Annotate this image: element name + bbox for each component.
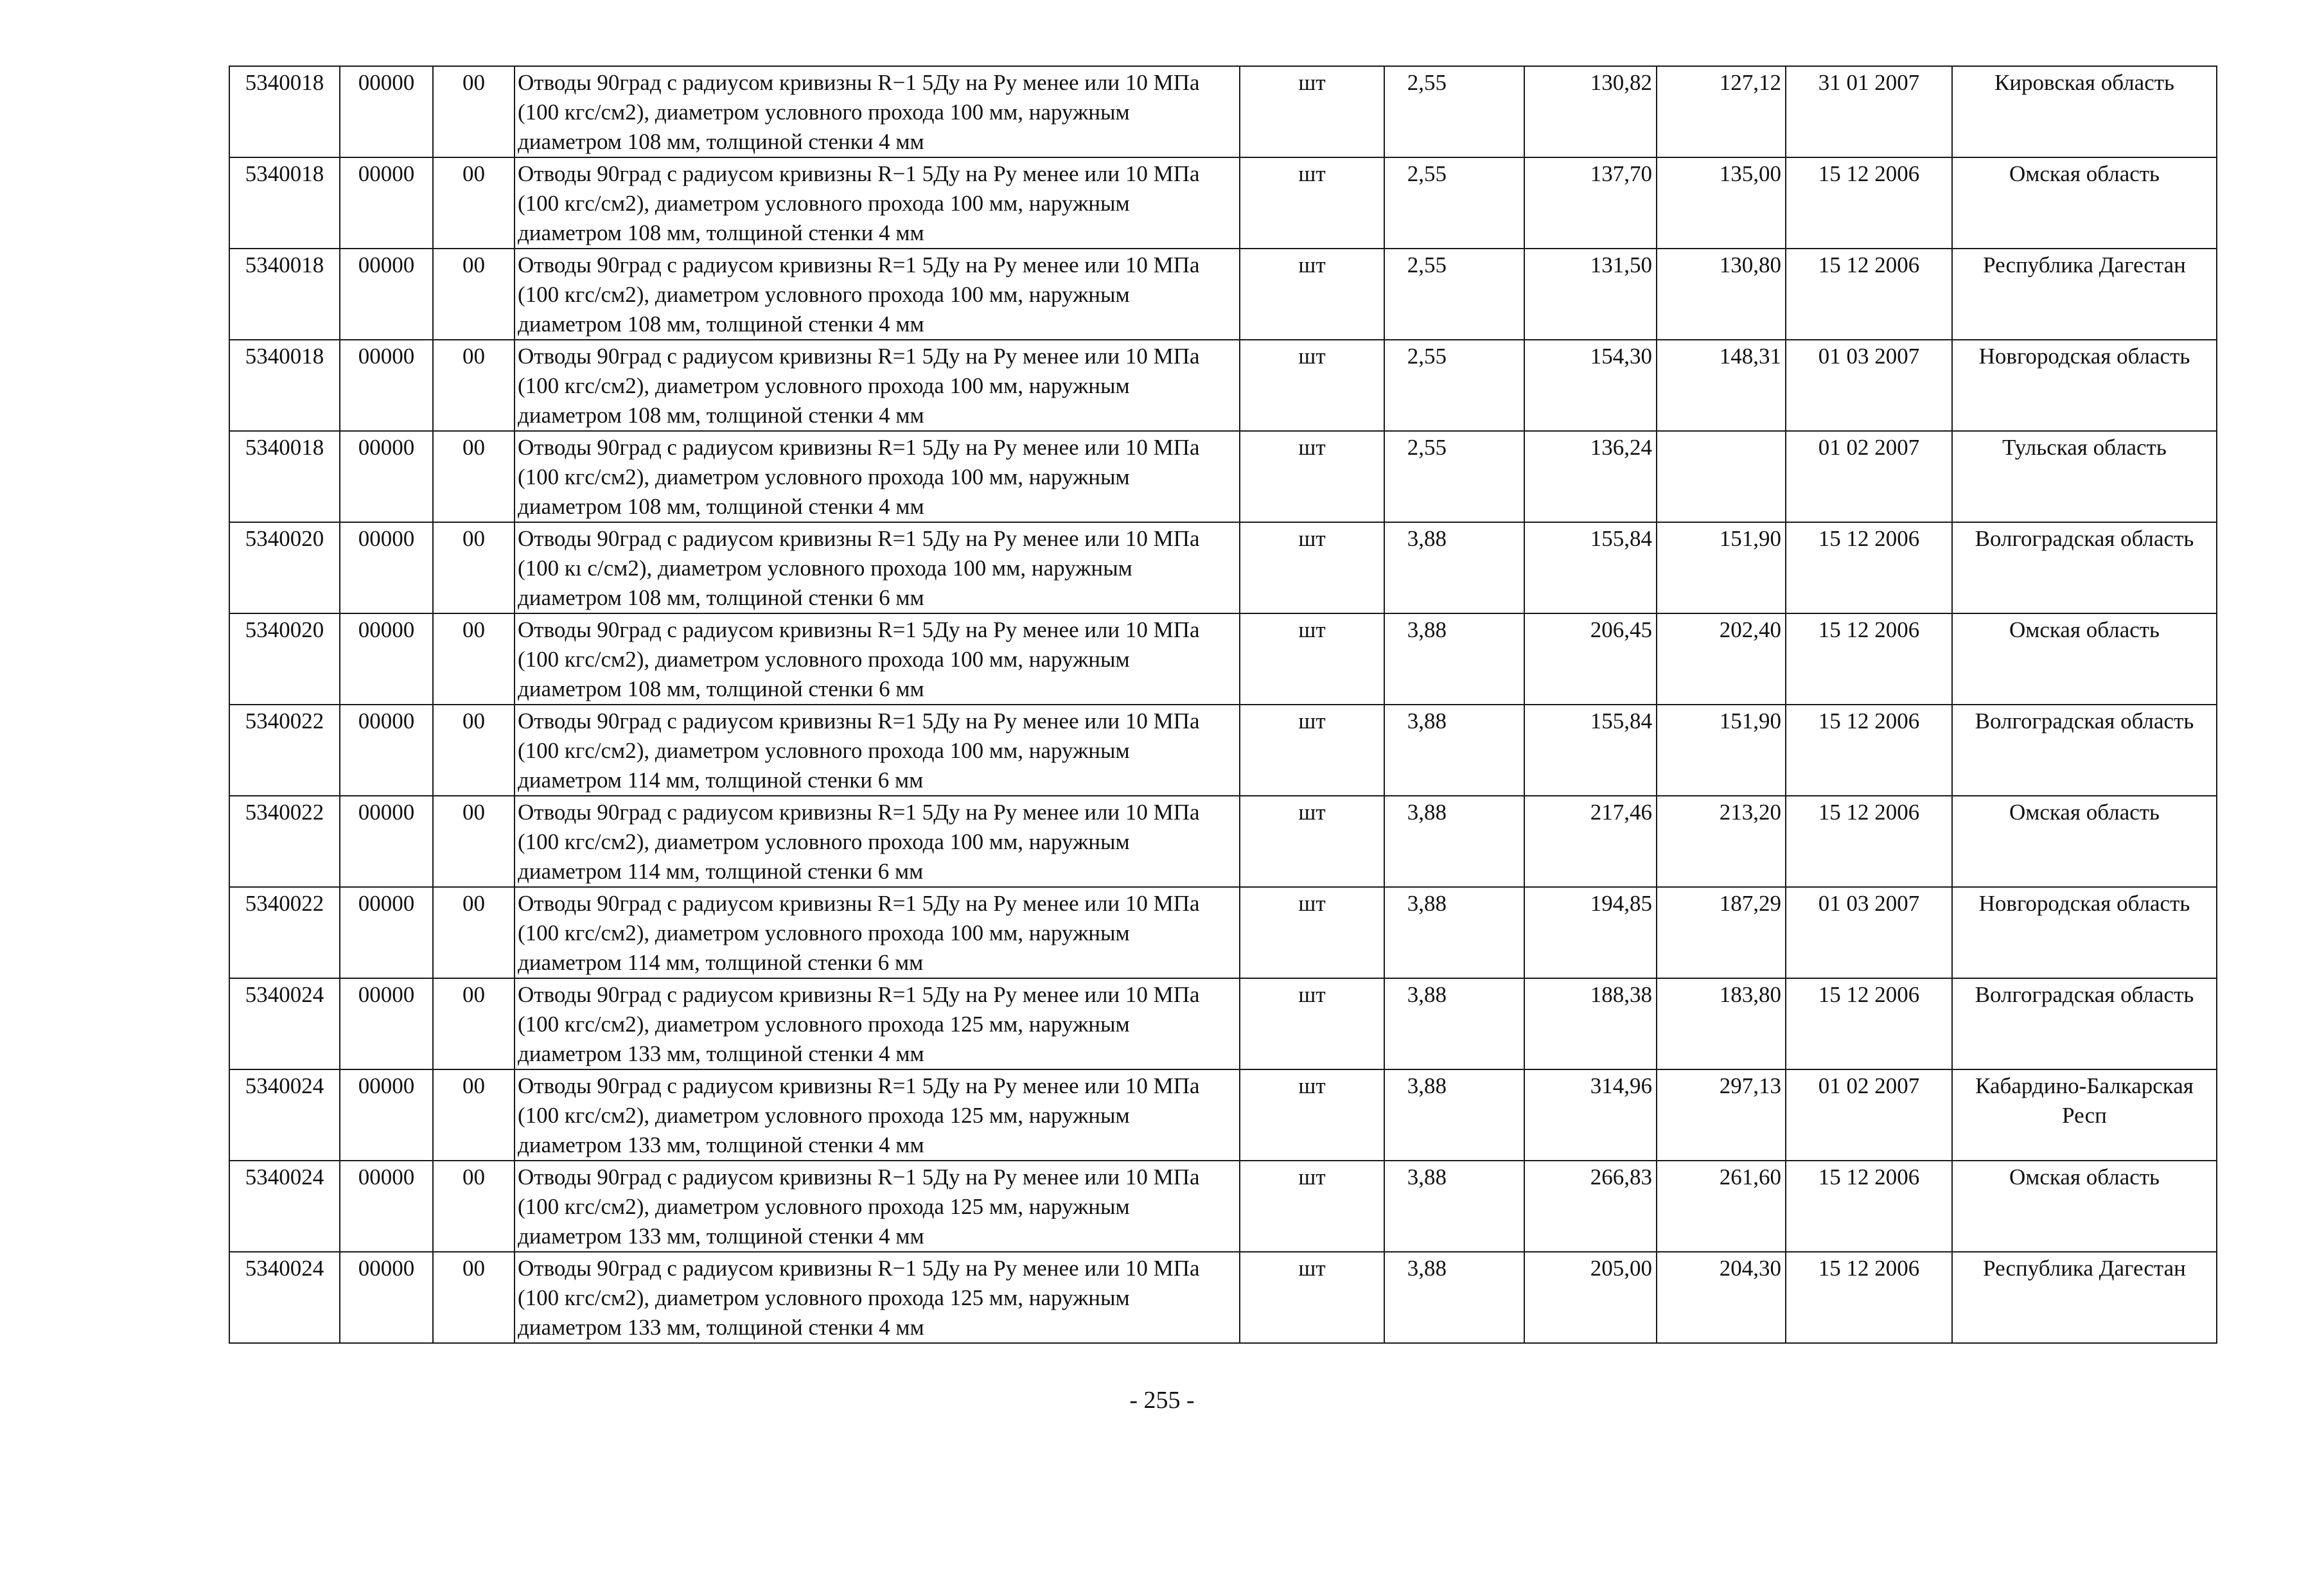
sub-code-cell: 00000: [340, 249, 433, 340]
description-cell: Отводы 90град с радиусом кривизны R=1 5Ду на Ру менее или 10 МПа (100 кгс/см2), диаметром условного прохода 100 мм, наружным диаметром 114 мм, толщиной стенки 6 мм: [515, 705, 1240, 796]
weight-cell: 3,88: [1384, 1161, 1524, 1252]
item-code-cell: 5340020: [229, 613, 340, 705]
unit-cell: шт: [1240, 66, 1384, 157]
table-row: [229, 431, 2217, 522]
item-code-cell: 5340018: [229, 249, 340, 340]
region-cell: Республика Дагестан: [1952, 249, 2217, 340]
date-cell: 15 12 2006: [1786, 796, 1952, 887]
price-alt-cell: 202,40: [1657, 613, 1786, 705]
item-code-cell: 5340024: [229, 1161, 340, 1252]
price-alt-cell: 148,31: [1657, 340, 1786, 431]
price-cell: 314,96: [1524, 1069, 1657, 1161]
sub-code-cell: 00000: [340, 796, 433, 887]
weight-cell: 2,55: [1384, 340, 1524, 431]
date-cell: 01 02 2007: [1786, 1069, 1952, 1161]
region-cell: Волгоградская область: [1952, 978, 2217, 1069]
price-table: [229, 66, 2217, 1344]
description-cell: Отводы 90град с радиусом кривизны R=1 5Ду на Ру менее или 10 МПа (100 кгс/см2), диаметром условного прохода 100 мм, наружным диаметром 108 мм, толщиной стенки 4 мм: [515, 249, 1240, 340]
description-cell: Отводы 90град с радиусом кривизны R=1 5Ду на Ру менее или 10 МПа (100 кı с/см2), диаметром условного прохода 100 мм, наружным диаметром 108 мм, толщиной стенки 6 мм: [515, 522, 1240, 613]
unit-cell: шт: [1240, 887, 1384, 978]
price-cell: 130,82: [1524, 66, 1657, 157]
price-alt-cell: 187,29: [1657, 887, 1786, 978]
item-code-cell: 5340018: [229, 157, 340, 249]
group-code-cell: 00: [433, 1161, 515, 1252]
price-alt-cell: 183,80: [1657, 978, 1786, 1069]
description-cell: Отводы 90град с радиусом кривизны R=1 5Ду на Ру менее или 10 МПа (100 кгс/см2), диаметром условного прохода 100 мм, наружным диаметром 108 мм, толщиной стенки 4 мм: [515, 431, 1240, 522]
sub-code-cell: 00000: [340, 705, 433, 796]
group-code-cell: 00: [433, 796, 515, 887]
price-alt-cell: 127,12: [1657, 66, 1786, 157]
page-number: - 255 -: [1129, 1387, 1195, 1414]
weight-cell: 3,88: [1384, 796, 1524, 887]
price-alt-cell: 261,60: [1657, 1161, 1786, 1252]
item-code-cell: 5340018: [229, 340, 340, 431]
unit-cell: шт: [1240, 1069, 1384, 1161]
weight-cell: 3,88: [1384, 613, 1524, 705]
unit-cell: шт: [1240, 431, 1384, 522]
region-cell: Кабардино-Балкарская Респ: [1952, 1069, 2217, 1161]
description-cell: Отводы 90град с радиусом кривизны R−1 5Ду на Ру менее или 10 МПа (100 кгс/см2), диаметром условного прохода 100 мм, наружным диаметром 108 мм, толщиной стенки 4 мм: [515, 66, 1240, 157]
group-code-cell: 00: [433, 66, 515, 157]
group-code-cell: 00: [433, 1069, 515, 1161]
date-cell: 15 12 2006: [1786, 978, 1952, 1069]
unit-cell: шт: [1240, 796, 1384, 887]
sub-code-cell: 00000: [340, 340, 433, 431]
price-alt-cell: 213,20: [1657, 796, 1786, 887]
unit-cell: шт: [1240, 613, 1384, 705]
item-code-cell: 5340022: [229, 705, 340, 796]
table-row: [229, 1161, 2217, 1252]
region-cell: Новгородская область: [1952, 887, 2217, 978]
region-cell: Омская область: [1952, 1161, 2217, 1252]
table-row: [229, 1069, 2217, 1161]
price-cell: 217,46: [1524, 796, 1657, 887]
date-cell: 15 12 2006: [1786, 249, 1952, 340]
weight-cell: 3,88: [1384, 522, 1524, 613]
sub-code-cell: 00000: [340, 1161, 433, 1252]
sub-code-cell: 00000: [340, 522, 433, 613]
price-cell: 131,50: [1524, 249, 1657, 340]
date-cell: 15 12 2006: [1786, 522, 1952, 613]
item-code-cell: 5340018: [229, 431, 340, 522]
price-cell: 154,30: [1524, 340, 1657, 431]
region-cell: Республика Дагестан: [1952, 1252, 2217, 1343]
date-cell: 01 03 2007: [1786, 887, 1952, 978]
weight-cell: 3,88: [1384, 1252, 1524, 1343]
price-cell: 155,84: [1524, 705, 1657, 796]
item-code-cell: 5340024: [229, 1069, 340, 1161]
price-cell: 137,70: [1524, 157, 1657, 249]
sub-code-cell: 00000: [340, 431, 433, 522]
unit-cell: шт: [1240, 522, 1384, 613]
item-code-cell: 5340018: [229, 66, 340, 157]
sub-code-cell: 00000: [340, 1252, 433, 1343]
price-alt-cell: 151,90: [1657, 705, 1786, 796]
item-code-cell: 5340022: [229, 887, 340, 978]
description-cell: Отводы 90град с радиусом кривизны R−1 5Ду на Ру менее или 10 МПа (100 кгс/см2), диаметром условного прохода 100 мм, наружным диаметром 108 мм, толщиной стенки 4 мм: [515, 157, 1240, 249]
item-code-cell: 5340020: [229, 522, 340, 613]
description-cell: Отводы 90град с радиусом кривизны R=1 5Ду на Ру менее или 10 МПа (100 кгс/см2), диаметром условного прохода 125 мм, наружным диаметром 133 мм, толщиной стенки 4 мм: [515, 1069, 1240, 1161]
weight-cell: 3,88: [1384, 1069, 1524, 1161]
region-cell: Волгоградская область: [1952, 522, 2217, 613]
unit-cell: шт: [1240, 340, 1384, 431]
sub-code-cell: 00000: [340, 613, 433, 705]
date-cell: 15 12 2006: [1786, 613, 1952, 705]
description-cell: Отводы 90град с радиусом кривизны R=1 5Ду на Ру менее или 10 МПа (100 кгс/см2), диаметром условного прохода 100 мм, наружным диаметром 108 мм, толщиной стенки 6 мм: [515, 613, 1240, 705]
price-cell: 136,24: [1524, 431, 1657, 522]
description-cell: Отводы 90град с радиусом кривизны R−1 5Ду на Ру менее или 10 МПа (100 кгс/см2), диаметром условного прохода 125 мм, наружным диаметром 133 мм, толщиной стенки 4 мм: [515, 1252, 1240, 1343]
price-cell: 155,84: [1524, 522, 1657, 613]
date-cell: 15 12 2006: [1786, 157, 1952, 249]
weight-cell: 3,88: [1384, 705, 1524, 796]
price-cell: 266,83: [1524, 1161, 1657, 1252]
group-code-cell: 00: [433, 978, 515, 1069]
price-cell: 205,00: [1524, 1252, 1657, 1343]
unit-cell: шт: [1240, 1161, 1384, 1252]
region-cell: Тульская область: [1952, 431, 2217, 522]
unit-cell: шт: [1240, 978, 1384, 1069]
date-cell: 01 03 2007: [1786, 340, 1952, 431]
weight-cell: 2,55: [1384, 157, 1524, 249]
group-code-cell: 00: [433, 249, 515, 340]
table-row: [229, 340, 2217, 431]
group-code-cell: 00: [433, 1252, 515, 1343]
description-cell: Отводы 90град с радиусом кривизны R=1 5Ду на Ру менее или 10 МПа (100 кгс/см2), диаметром условного прохода 100 мм, наружным диаметром 108 мм, толщиной стенки 4 мм: [515, 340, 1240, 431]
sub-code-cell: 00000: [340, 1069, 433, 1161]
item-code-cell: 5340024: [229, 1252, 340, 1343]
price-alt-cell: 204,30: [1657, 1252, 1786, 1343]
weight-cell: 2,55: [1384, 249, 1524, 340]
price-alt-cell: 297,13: [1657, 1069, 1786, 1161]
group-code-cell: 00: [433, 887, 515, 978]
description-cell: Отводы 90град с радиусом кривизны R=1 5Ду на Ру менее или 10 МПа (100 кгс/см2), диаметром условного прохода 100 мм, наружным диаметром 114 мм, толщиной стенки 6 мм: [515, 887, 1240, 978]
region-cell: Новгородская область: [1952, 340, 2217, 431]
table-row: [229, 705, 2217, 796]
table-row: [229, 613, 2217, 705]
price-alt-cell: 130,80: [1657, 249, 1786, 340]
table-row: [229, 887, 2217, 978]
unit-cell: шт: [1240, 249, 1384, 340]
region-cell: Омская область: [1952, 613, 2217, 705]
weight-cell: 2,55: [1384, 66, 1524, 157]
region-cell: Омская область: [1952, 157, 2217, 249]
table-row: [229, 978, 2217, 1069]
region-cell: Кировская область: [1952, 66, 2217, 157]
group-code-cell: 00: [433, 340, 515, 431]
price-cell: 194,85: [1524, 887, 1657, 978]
region-cell: Волгоградская область: [1952, 705, 2217, 796]
date-cell: 15 12 2006: [1786, 1161, 1952, 1252]
table-row: [229, 249, 2217, 340]
description-cell: Отводы 90град с радиусом кривизны R−1 5Ду на Ру менее или 10 МПа (100 кгс/см2), диаметром условного прохода 125 мм, наружным диаметром 133 мм, толщиной стенки 4 мм: [515, 1161, 1240, 1252]
unit-cell: шт: [1240, 705, 1384, 796]
sub-code-cell: 00000: [340, 978, 433, 1069]
group-code-cell: 00: [433, 705, 515, 796]
unit-cell: шт: [1240, 157, 1384, 249]
price-alt-cell: 151,90: [1657, 522, 1786, 613]
price-cell: 206,45: [1524, 613, 1657, 705]
date-cell: 01 02 2007: [1786, 431, 1952, 522]
sub-code-cell: 00000: [340, 887, 433, 978]
table-body: [229, 66, 2217, 1343]
table-row: [229, 522, 2217, 613]
group-code-cell: 00: [433, 157, 515, 249]
group-code-cell: 00: [433, 522, 515, 613]
date-cell: 31 01 2007: [1786, 66, 1952, 157]
group-code-cell: 00: [433, 613, 515, 705]
date-cell: 15 12 2006: [1786, 1252, 1952, 1343]
price-alt-cell: 135,00: [1657, 157, 1786, 249]
group-code-cell: 00: [433, 431, 515, 522]
item-code-cell: 5340024: [229, 978, 340, 1069]
price-alt-cell: [1657, 431, 1786, 522]
price-cell: 188,38: [1524, 978, 1657, 1069]
table-row: [229, 157, 2217, 249]
sub-code-cell: 00000: [340, 66, 433, 157]
item-code-cell: 5340022: [229, 796, 340, 887]
table-row: [229, 796, 2217, 887]
date-cell: 15 12 2006: [1786, 705, 1952, 796]
table-row: [229, 66, 2217, 157]
sub-code-cell: 00000: [340, 157, 433, 249]
table-row: [229, 1252, 2217, 1343]
unit-cell: шт: [1240, 1252, 1384, 1343]
description-cell: Отводы 90град с радиусом кривизны R=1 5Ду на Ру менее или 10 МПа (100 кгс/см2), диаметром условного прохода 125 мм, наружным диаметром 133 мм, толщиной стенки 4 мм: [515, 978, 1240, 1069]
weight-cell: 3,88: [1384, 978, 1524, 1069]
weight-cell: 2,55: [1384, 431, 1524, 522]
weight-cell: 3,88: [1384, 887, 1524, 978]
region-cell: Омская область: [1952, 796, 2217, 887]
description-cell: Отводы 90град с радиусом кривизны R=1 5Ду на Ру менее или 10 МПа (100 кгс/см2), диаметром условного прохода 100 мм, наружным диаметром 114 мм, толщиной стенки 6 мм: [515, 796, 1240, 887]
